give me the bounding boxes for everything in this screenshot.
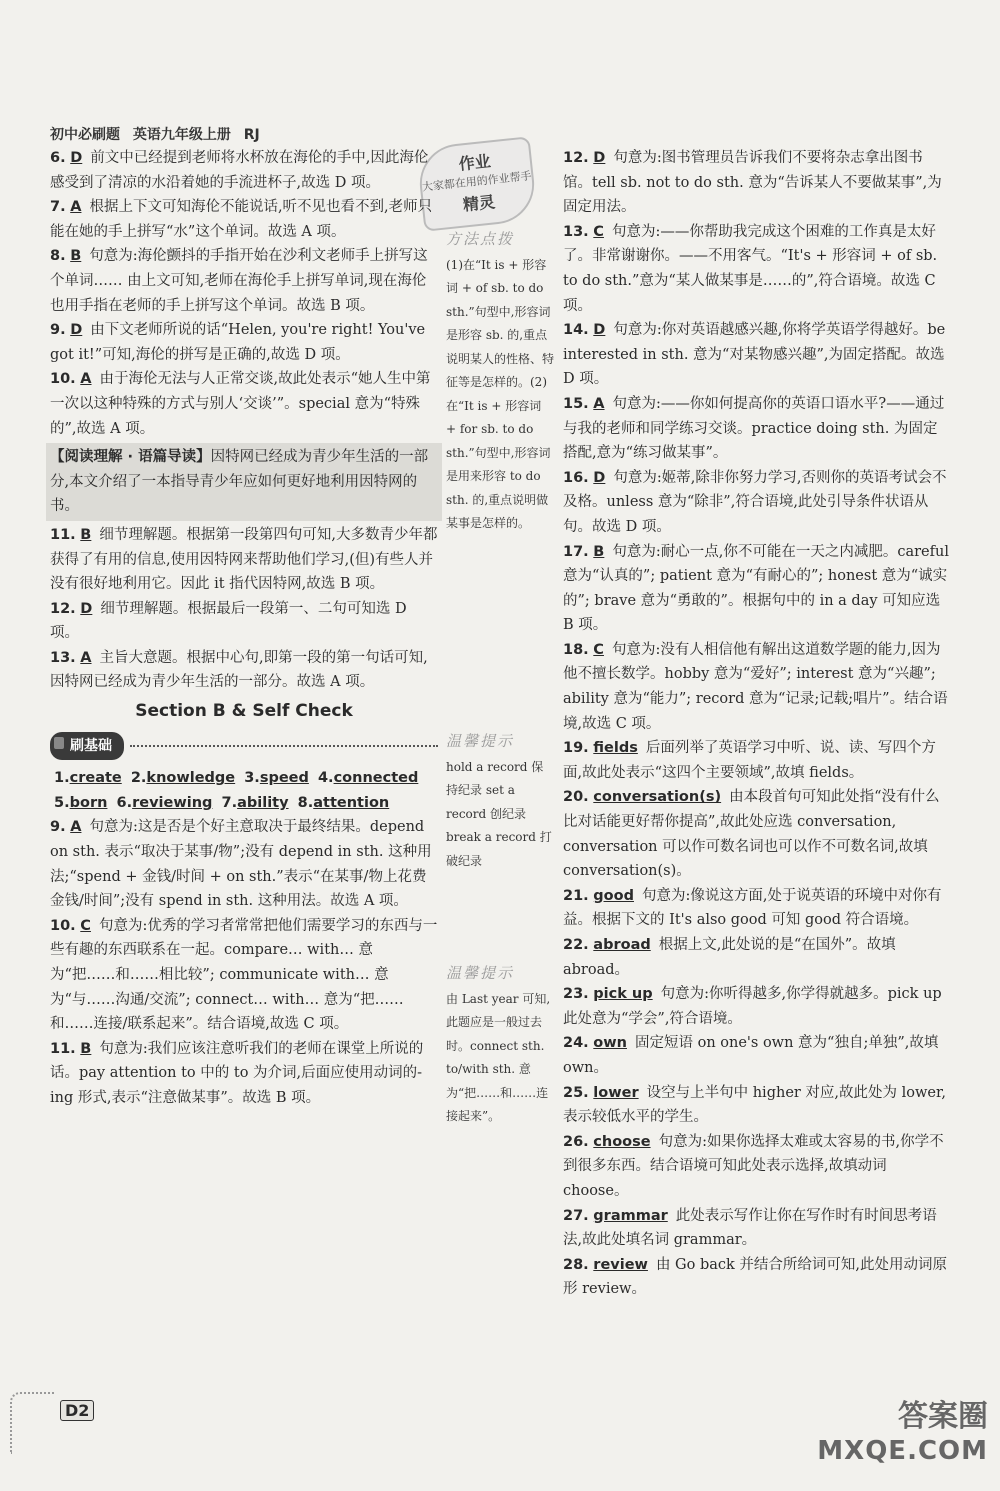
answer-item — [50, 597, 438, 646]
warm-tips-1-text: hold a record 保持纪录 set a record 创纪录 break a record 打破纪录 — [446, 759, 552, 868]
explanation-text: 句意为:如果你选择太难或太容易的书,你学不到很多东西。结合语境可知此处表示选择,故填动词 choose。 — [563, 1133, 944, 1199]
dotted-divider — [130, 745, 438, 747]
answer-item — [563, 933, 950, 982]
answer-item — [50, 523, 438, 597]
question-number: 22. — [563, 937, 589, 953]
answer-key: A — [80, 371, 92, 388]
explanation-text: 由于海伦无法与人正常交谈,故此处表示“她人生中第一次以这种特殊的方式与别人‘交谈’”。special 意为“特殊的”,故选 A 项。 — [50, 371, 431, 437]
basic-label: 刷基础 — [50, 732, 124, 761]
answer-item — [50, 367, 438, 441]
word-answer: born — [69, 794, 108, 811]
answer-item — [50, 318, 438, 367]
answer-key: D — [70, 150, 83, 166]
warm-tips-1 — [446, 730, 554, 873]
word-answer: create — [69, 770, 122, 787]
question-number: 19. — [563, 740, 589, 757]
explanation-text: 固定短语 on one's own 意为“独自;单独”,故填 own。 — [563, 1035, 939, 1076]
answer-key: D — [80, 600, 93, 617]
basic-bar — [50, 732, 438, 761]
word-answers-row-2 — [50, 791, 438, 816]
answer-item — [50, 1037, 438, 1111]
question-number: 13. — [563, 223, 589, 240]
question-number: 20. — [563, 789, 589, 806]
explanation-text: 主旨大意题。根据中心句,即第一段的第一句话可知,因特网已经成为青少年生活的一部分。故选 A 项。 — [50, 649, 428, 691]
word-answer: connected — [333, 770, 419, 787]
answer-key: D — [593, 322, 606, 339]
warm-tips-2-title: 温馨提示 — [446, 964, 515, 982]
answer-item — [50, 195, 438, 244]
right-column — [563, 146, 950, 1302]
warm-tips-2-text: 由 Last year 可知,此题应是一般过去时。connect sth. to/with sth. 意为“把……和……连接起来”。 — [446, 991, 551, 1123]
answer-item — [563, 982, 950, 1031]
answer-item — [563, 1204, 950, 1253]
answer-item — [563, 736, 950, 785]
answer-item — [50, 646, 438, 695]
explanation-text: 细节理解题。根据第一段第四句可知,大多数青少年都获得了有用的信息,使用因特网来帮助他们学习,(但)有些人并没有很好地利用它。因此 it 指代因特网,故选 B 项。 — [50, 526, 438, 593]
answer-key: B — [70, 248, 82, 265]
watermark-url: MXQE.COM — [817, 1436, 988, 1466]
question-number: 16. — [563, 469, 589, 486]
explanation-text: 设空与上半句中 higher 对应,故此处为 lower,表示较低水平的学生。 — [563, 1084, 946, 1126]
question-number: 26. — [563, 1133, 589, 1150]
word-number: 1. — [54, 770, 70, 787]
explanation-text: 句意为:我们应该注意听我们的老师在课堂上所说的话。pay attention to 中的 to 为介词,后面应使用动词的-ing 形式,表示“注意做某事”。故选 B 项。 — [50, 1040, 424, 1106]
explanation-text: 句意为:你听得越多,你学得就越多。pick up 此处意为“学会”,符合语境。 — [563, 986, 942, 1027]
answer-item — [563, 1253, 950, 1302]
answer-key: B — [80, 526, 92, 543]
answer-key: good — [593, 887, 634, 904]
method-tips — [446, 228, 554, 536]
question-number: 25. — [563, 1084, 589, 1101]
explanation-text: 前文中已经提到老师将水杯放在海伦的手中,因此海伦感受到了清凉的水沿着她的手流进杯子,故选 D 项。 — [50, 150, 429, 191]
explanation-text: 由本段首句可知此处指“没有什么比对话能更好帮你提高”,故此处应选 conversation, conversation 可以作可数名词也可以作不可数名词,故填 conversation(s)。 — [563, 789, 940, 880]
method-tips-text: (1)在“It is + 形容词 + of sb. to do sth.”句型中,形容词是形容 sb. 的,重点说明某人的性格、特征等是怎样的。(2)在“It is + 形容词 + for sb. to do sth.”句型中,形容词是用来形容 to do sth. 的,重点说明做某事是怎样的。 — [446, 257, 555, 530]
explanation-text: 此处表示写作让你在写作时有时间思考语法,故此处填名词 grammar。 — [563, 1207, 937, 1249]
question-number: 6. — [50, 150, 66, 166]
answer-key: A — [80, 649, 92, 666]
page-header — [50, 124, 268, 144]
answer-item — [563, 392, 950, 466]
word-number: 7. — [221, 794, 238, 811]
question-number: 10. — [50, 917, 76, 934]
answer-item — [50, 244, 438, 318]
answer-item — [563, 1031, 950, 1080]
explanation-text: 句意为:没有人相信他有解出这道数学题的能力,因为他不擅长数学。hobby 意为“爱好”; interest 意为“兴趣”; ability 意为“能力”; record 意为“记录;记载;唱片”。结合语境,故选 C 项。 — [563, 641, 948, 732]
answer-key: D — [70, 322, 83, 339]
reading-guide-tag: 【阅读理解 · 语篇导读】 — [50, 449, 211, 466]
answer-item — [50, 914, 438, 1037]
warm-tips-1-title: 温馨提示 — [446, 732, 515, 750]
answer-key: fields — [593, 740, 638, 757]
question-number: 28. — [563, 1256, 589, 1273]
question-number: 9. — [50, 322, 66, 339]
corner-decoration — [10, 1392, 54, 1454]
answer-key: conversation(s) — [593, 789, 722, 806]
answer-key: C — [593, 641, 604, 658]
answer-key: grammar — [593, 1207, 668, 1224]
question-number: 18. — [563, 641, 589, 658]
question-number: 27. — [563, 1207, 589, 1224]
book-name: 初中必刷题 — [50, 127, 120, 143]
explanation-text: 后面列举了英语学习中听、说、读、写四个方面,故此处表示“这四个主要领域”,故填 fields。 — [563, 740, 936, 781]
answer-key: B — [80, 1040, 92, 1057]
question-number: 14. — [563, 322, 589, 339]
word-number: 2. — [130, 770, 147, 787]
word-answer: ability — [237, 794, 289, 811]
explanation-text: 句意为:你对英语越感兴趣,你将学英语学得越好。be interested in sth. 意为“对某物感兴趣”,为固定搭配。故选 D 项。 — [563, 322, 946, 388]
word-number: 8. — [297, 794, 314, 811]
stamp-title: 作业 — [457, 151, 492, 174]
question-number: 11. — [50, 526, 76, 543]
word-number: 3. — [244, 770, 260, 787]
answer-item — [563, 318, 950, 392]
answer-item — [563, 146, 950, 220]
answer-key: review — [593, 1256, 648, 1273]
explanation-text: 句意为:——你如何提高你的英语口语水平?——通过与我的老师和同学练习交谈。practice doing sth. 为固定搭配,意为“练习做某事”。 — [563, 395, 945, 462]
question-number: 13. — [50, 649, 76, 666]
subject-name: 英语九年级上册 — [132, 127, 231, 143]
explanation-text: 句意为:——你帮助我完成这个困难的工作真是太好了。非常谢谢你。——不用客气。“It's + 形容词 + of sb. to do sth.”意为“某人做某事是……的”,符合语境。故选 C 项。 — [563, 223, 938, 314]
explanation-text: 由下文老师所说的话“Helen, you're right! You've got it!”可知,海伦的拼写是正确的,故选 D 项。 — [50, 322, 426, 363]
explanation-text: 由 Go back 并结合所给词可知,此处用动词原形 review。 — [563, 1256, 948, 1298]
stamp-subtitle: 大家都在用的作业帮手 — [421, 169, 533, 194]
word-number: 4. — [317, 770, 334, 787]
answer-item — [50, 815, 438, 913]
answer-key: own — [593, 1035, 627, 1052]
question-number: 9. — [50, 819, 66, 836]
word-answer: reviewing — [132, 794, 213, 811]
answer-item — [563, 466, 950, 540]
answer-item — [563, 1130, 950, 1204]
section-title: Section B & Self Check — [135, 701, 353, 722]
explanation-text: 句意为:这是否是个好主意取决于最终结果。depend on sth. 表示“取决于某事/物”;没有 depend in sth. 这种用法;“spend + 金钱/时间 + on sth.”表示“在某事/物上花费金钱/时间”;没有 spend in sth. 这种用法。故选 A 项。 — [50, 819, 432, 910]
answer-key: C — [593, 223, 604, 240]
reading-guide-box — [46, 443, 442, 521]
question-number: 7. — [50, 199, 66, 216]
edition: RJ — [243, 127, 260, 143]
word-answer: speed — [259, 770, 309, 787]
answer-key: C — [80, 917, 91, 934]
question-number: 10. — [50, 371, 76, 388]
answer-key: D — [593, 469, 606, 486]
answer-key: B — [593, 543, 605, 560]
explanation-text: 细节理解题。根据最后一段第一、二句可知选 D 项。 — [50, 600, 407, 642]
answer-key: abroad — [593, 937, 651, 953]
question-number: 17. — [563, 543, 589, 560]
watermark — [817, 1400, 988, 1468]
question-number: 15. — [563, 395, 589, 412]
question-number: 23. — [563, 986, 589, 1003]
page-number: D2 — [60, 1400, 94, 1421]
answer-item — [563, 785, 950, 883]
word-answers-row-1 — [50, 766, 438, 791]
question-number: 12. — [50, 600, 76, 617]
word-number: 6. — [116, 794, 133, 811]
answer-item — [563, 1081, 950, 1130]
word-number: 5. — [54, 794, 70, 811]
answer-key: A — [70, 819, 82, 836]
answer-key: A — [70, 199, 82, 216]
explanation-text: 根据上下文可知海伦不能说话,听不见也看不到,老师只能在她的手上拼写“水”这个单词。故选 A 项。 — [50, 199, 433, 240]
answer-item — [563, 540, 950, 638]
explanation-text: 句意为:耐心一点,你不可能在一天之内减肥。careful 意为“认真的”; patient 意为“有耐心的”; honest 意为“诚实的”; brave 意为“勇敢的”。根据句中的 in a day 可知应选 B 项。 — [563, 543, 949, 634]
question-number: 11. — [50, 1040, 76, 1057]
stamp-label: 精灵 — [462, 192, 496, 215]
answer-key: A — [593, 395, 605, 412]
answer-item — [563, 884, 950, 933]
word-answer: attention — [313, 794, 390, 811]
answer-key: D — [593, 150, 606, 166]
watermark-brand: 答案圈 — [898, 1399, 988, 1434]
question-number: 21. — [563, 887, 589, 904]
answer-key: pick up — [593, 986, 653, 1003]
question-number: 8. — [50, 248, 66, 265]
explanation-text: 句意为:姬蒂,除非你努力学习,否则你的英语考试会不及格。unless 意为“除非”,符合语境,此处引导条件状语从句。故选 D 项。 — [563, 469, 947, 535]
question-number: 12. — [563, 150, 589, 166]
explanation-text: 句意为:像说这方面,处于说英语的环境中对你有益。根据下文的 It's also good 可知 good 符合语境。 — [563, 887, 942, 929]
reading-guide-text: 因特网已经成为青少年生活的一部分,本文介绍了一本指导青少年应如何更好地利用因特网的书。 — [50, 449, 429, 515]
word-answer: knowledge — [146, 770, 236, 787]
left-column — [50, 146, 438, 1111]
answer-key: lower — [593, 1084, 639, 1101]
warm-tips-2 — [446, 962, 554, 1129]
answer-item — [50, 146, 438, 195]
explanation-text: 句意为:优秀的学习者常常把他们需要学习的东西与一些有趣的东西联系在一起。compare… with… 意为“把……和……相比较”; communicate with… 意为“与……沟通/交流”; connect… with… 意为“把……和……连接/联系起来”。结合语境,故选 C 项。 — [50, 917, 438, 1033]
explanation-text: 句意为:图书管理员告诉我们不要将杂志拿出图书馆。tell sb. not to do sth. 意为“告诉某人不要做某事”,为固定用法。 — [563, 150, 942, 216]
answer-key: choose — [593, 1133, 651, 1150]
explanation-text: 句意为:海伦颤抖的手指开始在沙利文老师手上拼写这个单词…… 由上文可知,老师在海伦手上拼写单词,现在海伦也用手指在老师的手上拼写这个单词。故选 B 项。 — [50, 248, 428, 314]
method-tips-title: 方法点拨 — [446, 230, 515, 248]
explanation-text: 根据上文,此处说的是“在国外”。故填 abroad。 — [563, 937, 896, 978]
question-number: 24. — [563, 1035, 589, 1052]
answer-item — [563, 220, 950, 318]
answer-item — [563, 638, 950, 736]
